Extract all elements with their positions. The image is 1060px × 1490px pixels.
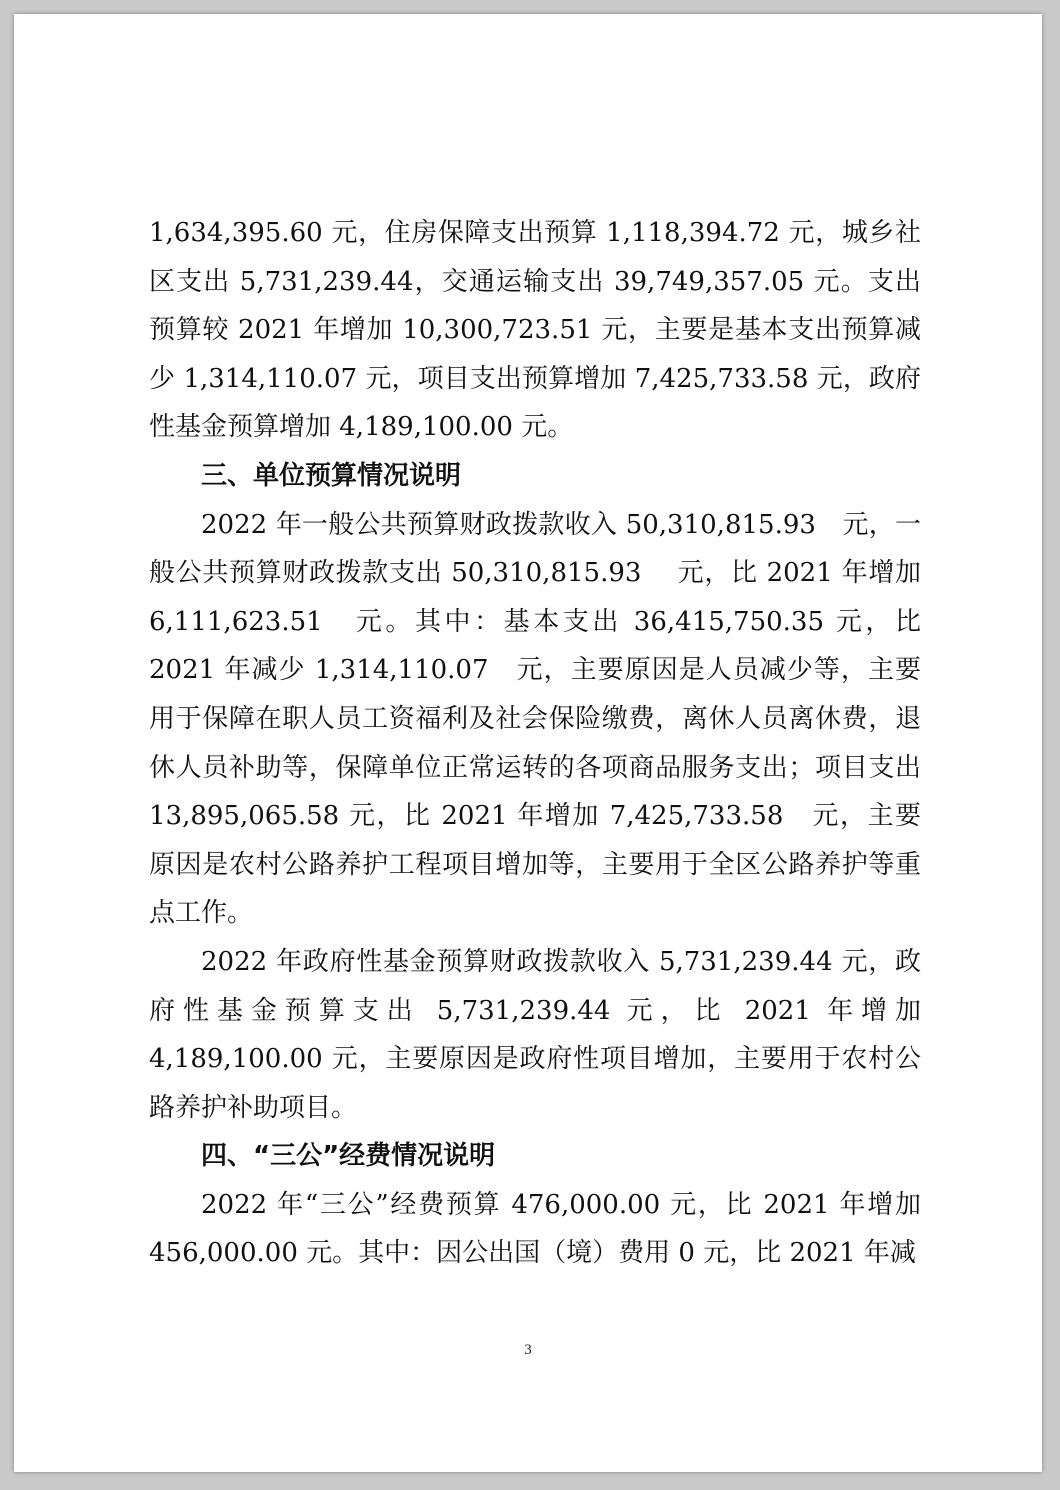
paragraph-general-budget: 2022 年一般公共预算财政拨款收入 50,310,815.93 元，一般公共预算财政拨款支出 50,310,815.93 元，比 2021 年增加 6,111,623.51 元。其中：基本支出 36,415,750.35 元，比 2021 年减少 1,314,110.07 元，主要原因是人员减少等，主要用于保障在职人员工资福利及社会保险缴费，离休人员离休费，退休人员补助等，保障单位正常运转的各项商品服务支出；项目支出 13,895,065.58 元，比 2021 年增加 7,425,733.58 元，主要原因是农村公路养护工程项目增加等，主要用于全区公路养护等重点工作。 bbox=[149, 509, 921, 929]
paragraph-continuation: 1,634,395.60 元，住房保障支出预算 1,118,394.72 元，城乡社区支出 5,731,239.44，交通运输支出 39,749,357.05 元。支出预算较 2021 年增加 10,300,723.51 元，主要是基本支出预算减少 1,314,110.07 元，项目支出预算增加 7,425,733.58 元，政府性基金预算增加 4,189,100.00 元。 bbox=[149, 218, 921, 443]
section-heading-unit-budget: 三、单位预算情况说明 bbox=[201, 460, 462, 491]
document-page bbox=[14, 14, 1042, 1472]
page-number: 3 bbox=[524, 1342, 532, 1358]
paragraph-government-fund: 2022 年政府性基金预算财政拨款收入 5,731,239.44 元，政府性基金预算支出 5,731,239.44 元，比 2021 年增加 4,189,100.00 元，主要原因是政府性项目增加，主要用于农村公路养护补助项目。 bbox=[149, 946, 921, 1123]
paragraph-three-public-funds: 2022 年“三公”经费预算 476,000.00 元，比 2021 年增加 456,000.00 元。其中：因公出国（境）费用 0 元，比 2021 年减 bbox=[149, 1189, 921, 1269]
section-heading-three-public: 四、“三公”经费情况说明 bbox=[201, 1141, 496, 1172]
document-body bbox=[149, 209, 921, 1278]
